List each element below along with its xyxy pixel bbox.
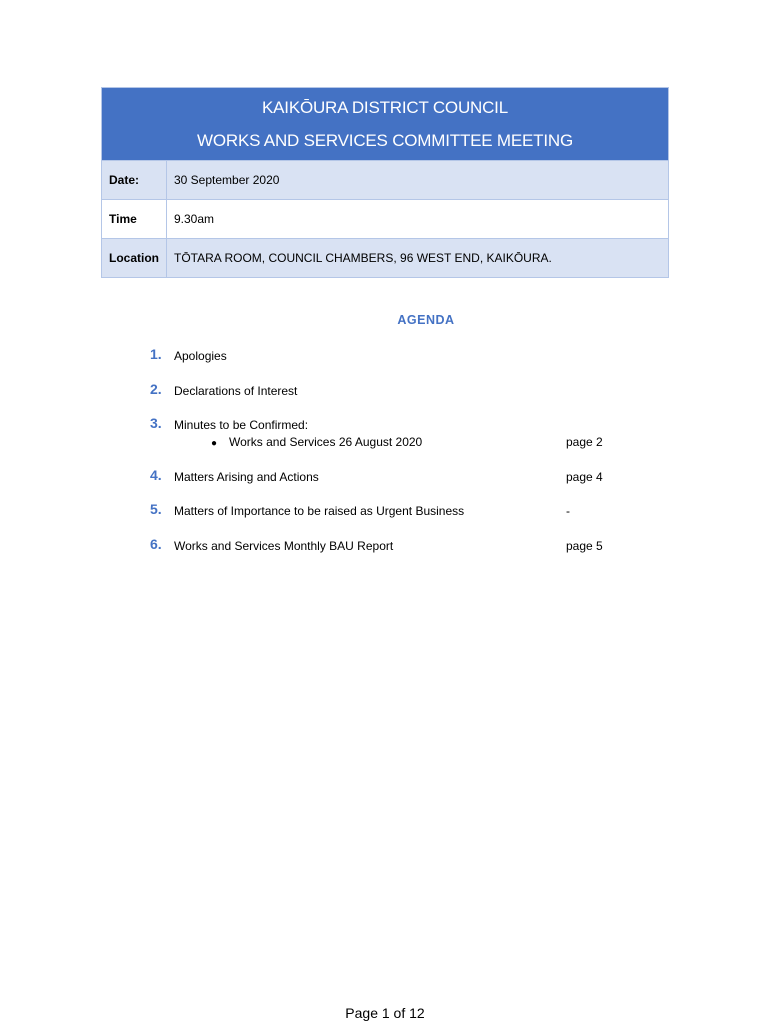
item-number: 2. — [150, 381, 162, 397]
item-number: 4. — [150, 467, 162, 483]
location-value: TŌTARA ROOM, COUNCIL CHAMBERS, 96 WEST END, KAIKŌURA. — [167, 239, 669, 278]
meeting-title: WORKS AND SERVICES COMMITTEE MEETING — [197, 131, 573, 150]
header-banner — [102, 88, 669, 161]
item-page: page 4 — [566, 470, 603, 484]
item-number: 3. — [150, 415, 162, 431]
item-number: 1. — [150, 346, 162, 362]
sub-item-page: page 2 — [566, 435, 603, 449]
sub-item-text: Works and Services 26 August 2020 — [229, 435, 423, 449]
time-label: Time — [102, 200, 167, 239]
bullet-icon: ● — [211, 438, 218, 449]
location-row — [102, 239, 669, 278]
item-page: - — [566, 504, 570, 518]
time-row — [102, 200, 669, 239]
item-text: Matters Arising and Actions — [174, 470, 319, 484]
item-text: Works and Services Monthly BAU Report — [174, 539, 394, 553]
time-value: 9.30am — [167, 200, 669, 239]
minutes-sub-item — [211, 435, 422, 449]
item-number: 6. — [150, 536, 162, 552]
item-text: Apologies — [174, 349, 227, 363]
item-number: 5. — [150, 501, 162, 517]
item-text: Declarations of Interest — [174, 384, 298, 398]
meeting-header-table — [101, 87, 669, 278]
date-value: 30 September 2020 — [167, 161, 669, 200]
council-name: KAIKŌURA DISTRICT COUNCIL — [262, 98, 508, 117]
location-label: Location — [102, 239, 167, 278]
date-label: Date: — [102, 161, 167, 200]
date-row — [102, 161, 669, 200]
banner-cell — [102, 88, 669, 161]
page-footer: Page 1 of 12 — [345, 1005, 425, 1021]
item-text: Matters of Importance to be raised as Urgent Business — [174, 504, 465, 518]
item-text: Minutes to be Confirmed: — [174, 418, 309, 432]
agenda-heading: AGENDA — [397, 313, 455, 327]
item-page: page 5 — [566, 539, 603, 553]
